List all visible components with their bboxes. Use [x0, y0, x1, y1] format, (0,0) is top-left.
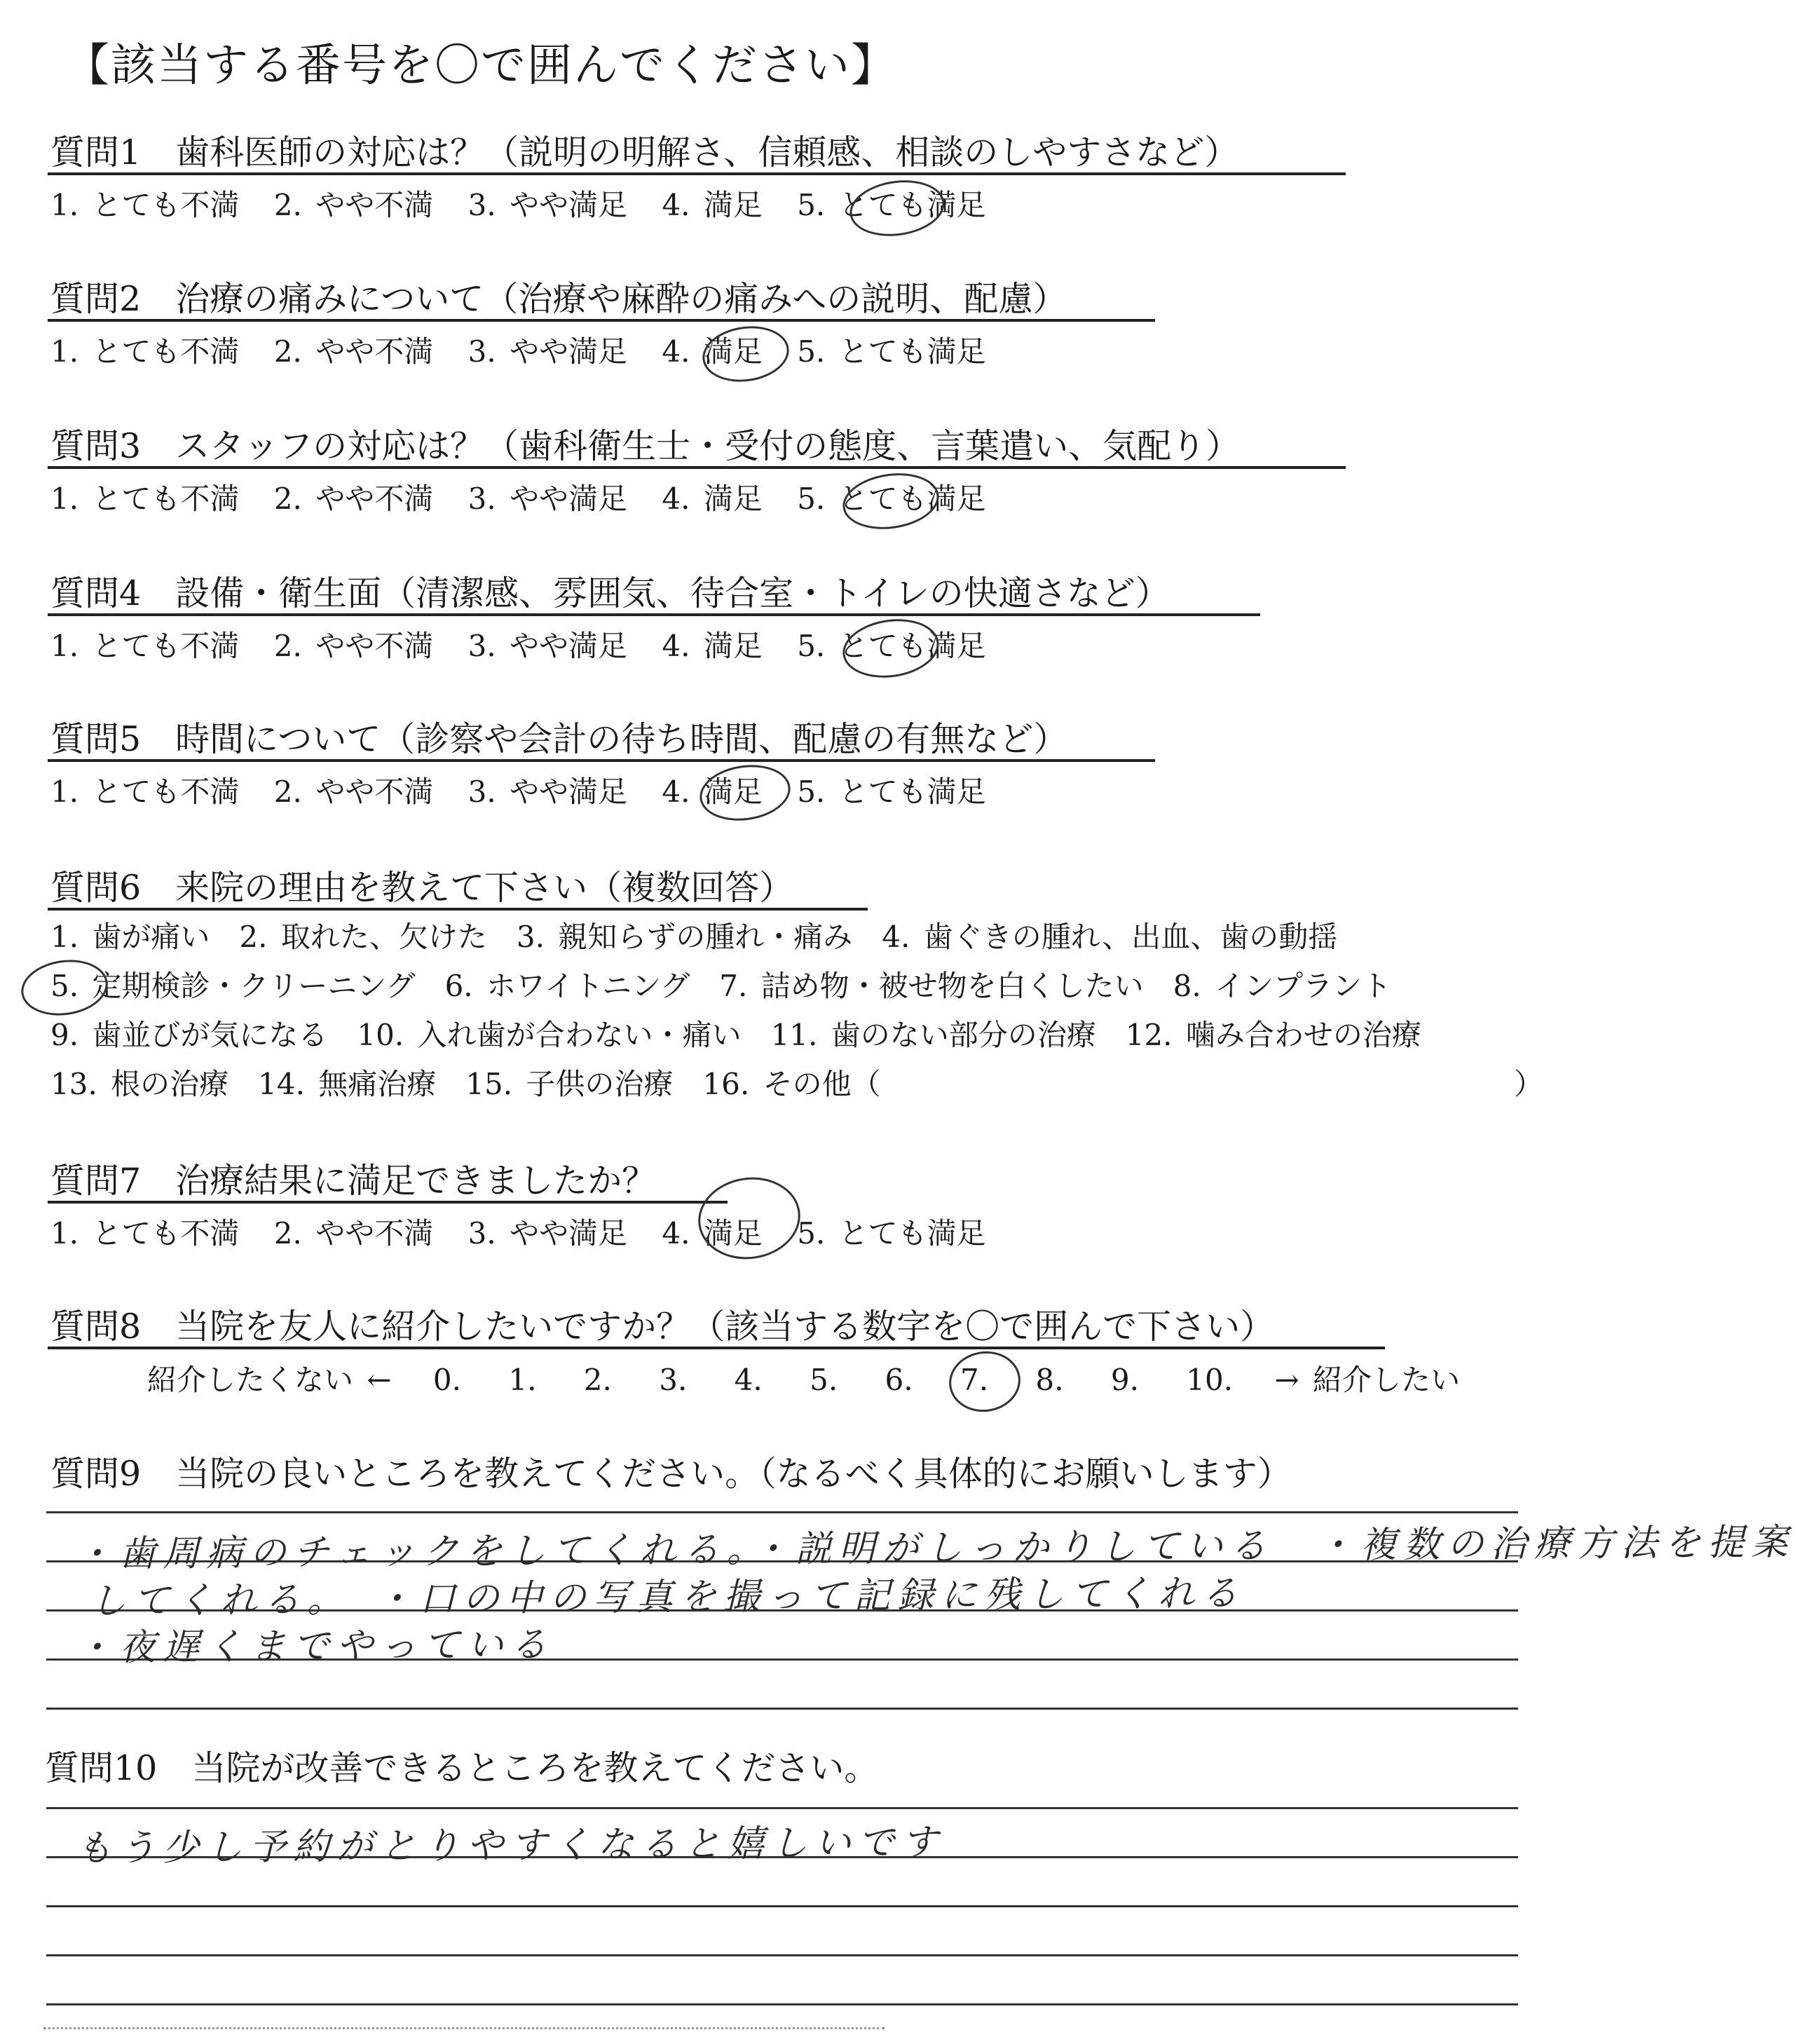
- q8-scale-9[interactable]: 9.: [1110, 1363, 1139, 1397]
- q8-scale-8[interactable]: 8.: [1035, 1363, 1064, 1397]
- q4-answer-circle: [839, 613, 943, 683]
- question-4-title: 質問4 設備・衛生面（清潔感、雰囲気、待合室・トイレの快適さなど）: [50, 573, 1170, 613]
- q8-scale-0[interactable]: 0.: [432, 1363, 461, 1397]
- q4-option-4[interactable]: 4. 満足: [662, 629, 763, 663]
- q10-answer-line-1: [46, 1807, 1518, 1809]
- q9-handwritten-answer-1: ・歯周病のチェックをしてくれる。・説明がしっかりしている ・複数の治療方法を提案: [75, 1521, 1795, 1576]
- q10-answer-line-5: [46, 2003, 1518, 2005]
- question-5-options: [50, 777, 1007, 807]
- question-5-underline: [48, 759, 1155, 762]
- q2-option-5[interactable]: 5. とても満足: [797, 334, 986, 369]
- q2-answer-circle: [699, 321, 793, 387]
- question-3-underline: [48, 466, 1346, 469]
- q2-option-2[interactable]: 2. やや不満: [273, 334, 434, 369]
- question-4-underline: [48, 613, 1260, 616]
- q5-answer-circle: [696, 759, 794, 826]
- q8-scale-3[interactable]: 3.: [659, 1363, 688, 1397]
- question-2-title: 質問2 治療の痛みについて（治療や麻酔の痛みへの説明、配慮）: [50, 279, 1067, 319]
- q2-option-3[interactable]: 3. やや満足: [467, 334, 628, 369]
- q5-option-5[interactable]: 5. とても満足: [797, 775, 986, 809]
- q4-option-3[interactable]: 3. やや満足: [467, 629, 628, 663]
- q3-option-5[interactable]: 5. とても満足: [797, 482, 986, 516]
- question-7-underline: [48, 1201, 728, 1204]
- q4-option-5[interactable]: 5. とても満足: [797, 629, 986, 663]
- q9-answer-line-5: [46, 1708, 1518, 1710]
- q4-option-2[interactable]: 2. やや不満: [273, 629, 434, 663]
- q1-answer-circle: [846, 175, 948, 242]
- q1-option-3[interactable]: 3. やや満足: [467, 188, 628, 222]
- q8-scale-7[interactable]: 7.: [960, 1363, 989, 1397]
- question-7-options: [50, 1216, 1007, 1251]
- q7-option-2[interactable]: 2. やや不満: [273, 1216, 434, 1251]
- question-3-title: 質問3 スタッフの対応は？（歯科衛生士・受付の態度、言葉遣い、気配り）: [50, 426, 1241, 466]
- q8-scale-6[interactable]: 6.: [885, 1363, 913, 1397]
- q9-handwritten-answer-3: ・夜遅くまでやっている: [75, 1623, 554, 1670]
- question-10-title: 質問10 当院が改善できるところを教えてください。: [45, 1748, 879, 1788]
- q1-option-5[interactable]: 5. とても満足: [797, 188, 986, 222]
- q3-answer-circle: [839, 468, 943, 535]
- q3-option-3[interactable]: 3. やや満足: [467, 482, 628, 516]
- q7-option-1[interactable]: 1. とても不満: [50, 1216, 240, 1251]
- q8-answer-circle: [946, 1347, 1025, 1416]
- q4-option-1[interactable]: 1. とても不満: [50, 629, 240, 663]
- q6-options-line-3[interactable]: 9. 歯並びが気になる 10. 入れ歯が合わない・痛い 11. 歯のない部分の治療 12. 噛み合わせの治療: [50, 1018, 1421, 1052]
- question-2-underline: [48, 319, 1155, 322]
- q7-option-4[interactable]: 4. 満足: [662, 1216, 763, 1251]
- q3-option-4[interactable]: 4. 満足: [662, 482, 763, 516]
- q8-scale-left-label: 紹介したくない ←: [147, 1363, 392, 1397]
- q5-option-3[interactable]: 3. やや満足: [467, 775, 628, 809]
- q6-other-close-paren: ）: [1514, 1067, 1544, 1101]
- question-6-title: 質問6 来院の理由を教えて下さい（複数回答）: [50, 868, 794, 908]
- q10-handwritten-answer: もう少し予約がとりやすくなると嬉しいです: [75, 1821, 946, 1870]
- question-1-underline: [48, 172, 1346, 175]
- question-5-title: 質問5 時間について（診察や会計の待ち時間、配慮の有無など）: [50, 719, 1068, 759]
- q9-answer-line-1: [46, 1511, 1518, 1513]
- q7-option-3[interactable]: 3. やや満足: [467, 1216, 628, 1251]
- q7-answer-circle: [693, 1171, 806, 1265]
- q1-option-2[interactable]: 2. やや不満: [273, 188, 434, 222]
- q5-option-1[interactable]: 1. とても不満: [50, 775, 240, 809]
- q2-option-4[interactable]: 4. 満足: [662, 334, 763, 369]
- question-1-title: 質問1 歯科医師の対応は？（説明の明解さ、信頼感、相談のしやすさなど）: [50, 132, 1239, 172]
- q3-option-1[interactable]: 1. とても不満: [50, 482, 240, 516]
- q6-options-line-1[interactable]: 1. 歯が痛い 2. 取れた、欠けた 3. 親知らずの腫れ・痛み 4. 歯ぐきの腫れ、出血、歯の動揺: [50, 920, 1338, 954]
- q8-scale-1[interactable]: 1.: [508, 1363, 537, 1397]
- q2-option-1[interactable]: 1. とても不満: [50, 334, 240, 369]
- q6-options-line-4[interactable]: 13. 根の治療 14. 無痛治療 15. 子供の治療 16. その他（: [50, 1067, 881, 1101]
- q10-answer-line-3: [46, 1905, 1518, 1907]
- question-8-title: 質問8 当院を友人に紹介したいですか？（該当する数字を〇で囲んで下さい）: [50, 1307, 1275, 1347]
- q8-scale-right-label: → 紹介したい: [1274, 1363, 1460, 1397]
- q6-answer-circle: [18, 955, 111, 1021]
- question-2-options: [50, 334, 1007, 369]
- q5-option-2[interactable]: 2. やや不満: [273, 775, 434, 809]
- q9-handwritten-answer-2: してくれる。 ・口の中の写真を撮って記録に残してくれる: [89, 1572, 1245, 1623]
- question-8-underline: [48, 1347, 1385, 1349]
- q8-scale-10[interactable]: 10.: [1186, 1363, 1234, 1397]
- q1-option-4[interactable]: 4. 満足: [662, 188, 763, 222]
- question-6-underline: [48, 908, 868, 911]
- q10-answer-line-4: [46, 1954, 1518, 1956]
- question-7-title: 質問7 治療結果に満足できましたか？: [50, 1161, 657, 1201]
- q8-scale-4[interactable]: 4.: [734, 1363, 763, 1397]
- q8-scale-5[interactable]: 5.: [810, 1363, 838, 1397]
- q1-option-1[interactable]: 1. とても不満: [50, 188, 240, 222]
- q3-option-2[interactable]: 2. やや不満: [273, 482, 434, 516]
- q6-options-line-2[interactable]: 5. 定期検診・クリーニング 6. ホワイトニング 7. 詰め物・被せ物を白くしたい 8. インプラント: [50, 969, 1392, 1003]
- question-9-title: 質問9 当院の良いところを教えてください。（なるべく具体的にお願いします）: [50, 1454, 1292, 1494]
- cut-off-next-section: [43, 2027, 885, 2044]
- q5-option-4[interactable]: 4. 満足: [662, 775, 763, 809]
- q7-option-5[interactable]: 5. とても満足: [797, 1216, 986, 1251]
- q8-scale-2[interactable]: 2.: [583, 1363, 612, 1397]
- q8-scale: [147, 1365, 1481, 1395]
- page-title: 【該当する番号を〇で囲んでください】: [64, 40, 897, 92]
